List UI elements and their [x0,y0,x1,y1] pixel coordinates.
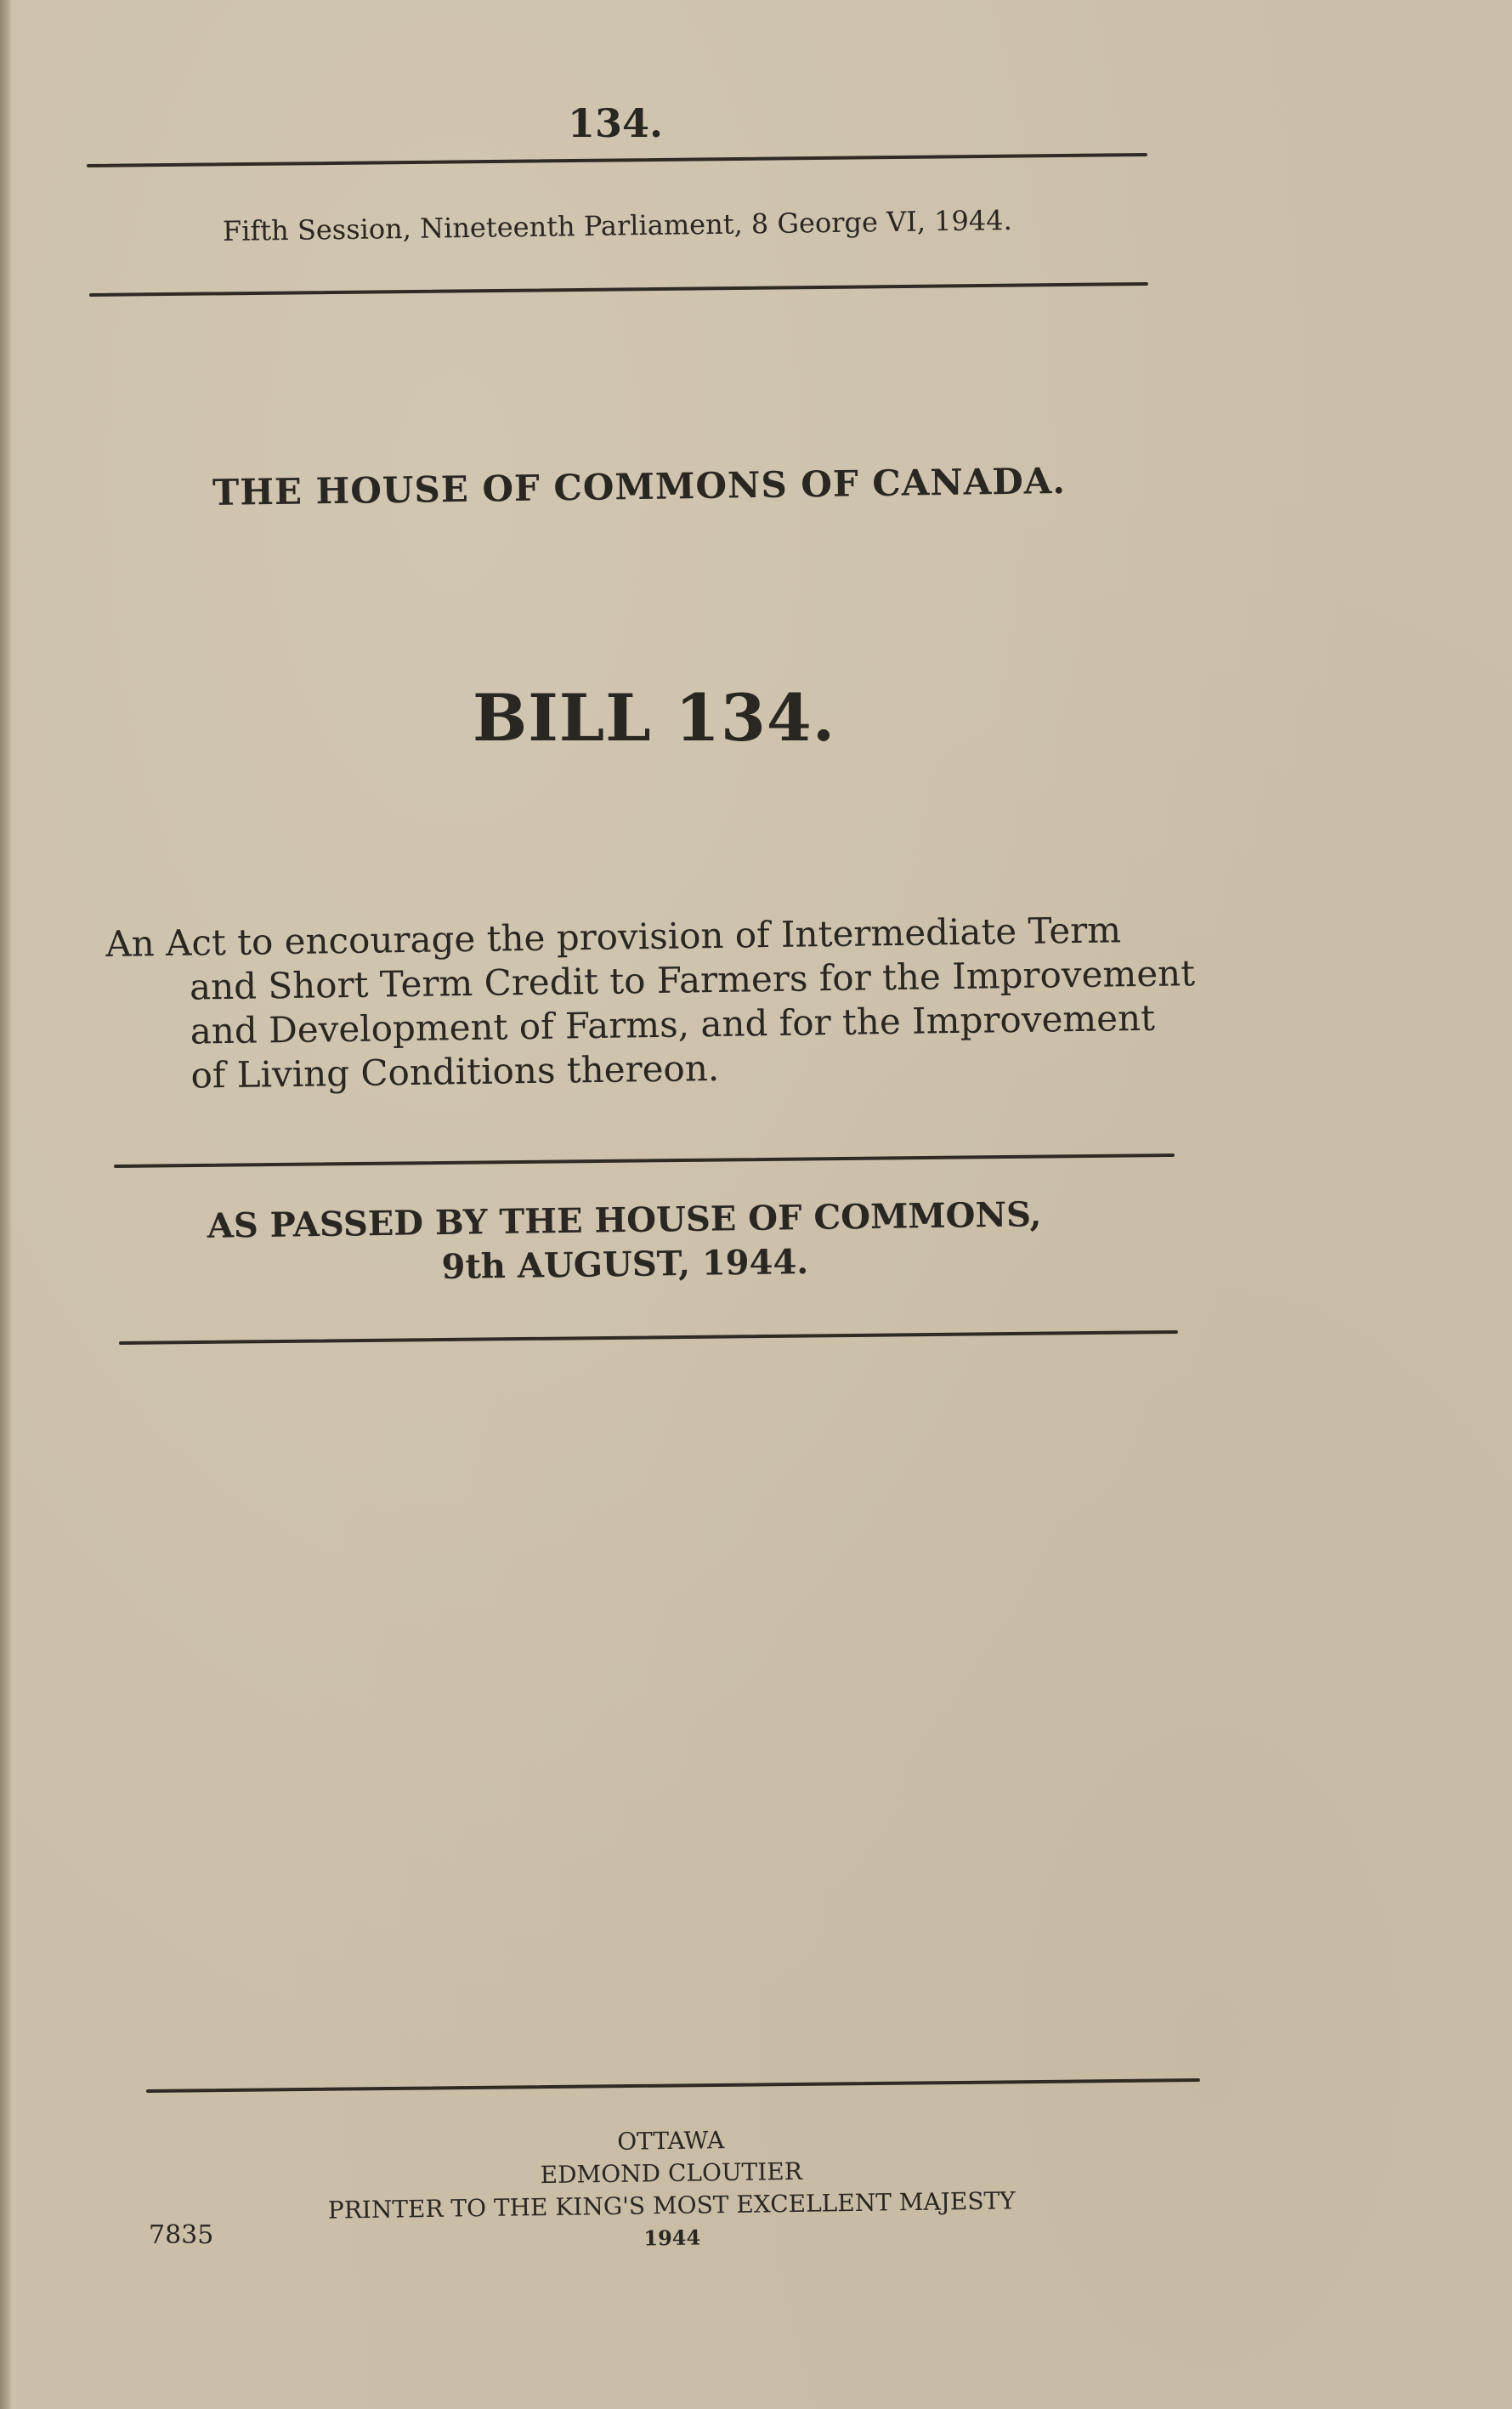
imprint-year: 1944 [643,2225,701,2251]
bill-title: BILL 134. [473,680,836,756]
act-title [105,907,1196,1099]
imprint-printer: EDMOND CLOUTIER [540,2157,803,2190]
binding-edge [0,0,12,2409]
passed-line: AS PASSED BY THE HOUSE OF COMMONS, [207,1194,1042,1246]
imprint-city: OTTAWA [616,2126,725,2156]
top-rule [87,153,1147,167]
passed-date: 9th AUGUST, 1944. [441,1241,809,1288]
passed-rule [119,1330,1178,1345]
house-of-commons-heading: THE HOUSE OF COMMONS OF CANADA. [212,459,1067,513]
imprint-rule [146,2078,1200,2093]
session-rule [89,282,1148,297]
act-title-line: of Living Conditions thereon. [190,1046,720,1097]
bill-number-header: 134. [568,100,664,146]
act-title-line: An Act to encourage the provision of Intermediate Term [105,909,1122,965]
printer-imprint [254,2119,1089,2260]
imprint-title: PRINTER TO THE KING'S MOST EXCELLENT MAJESTY [327,2186,1016,2225]
print-code: 7835 [149,2220,214,2250]
act-title-line: and Short Term Credit to Farmers for the Improvement [189,952,1196,1008]
session-line: Fifth Session, Nineteenth Parliament, 8 George VI, 1944. [222,204,1013,247]
act-rule [114,1153,1175,1168]
act-title-line: and Development of Farms, and for the Improvement [190,996,1156,1052]
passed-statement [135,1192,1113,1294]
